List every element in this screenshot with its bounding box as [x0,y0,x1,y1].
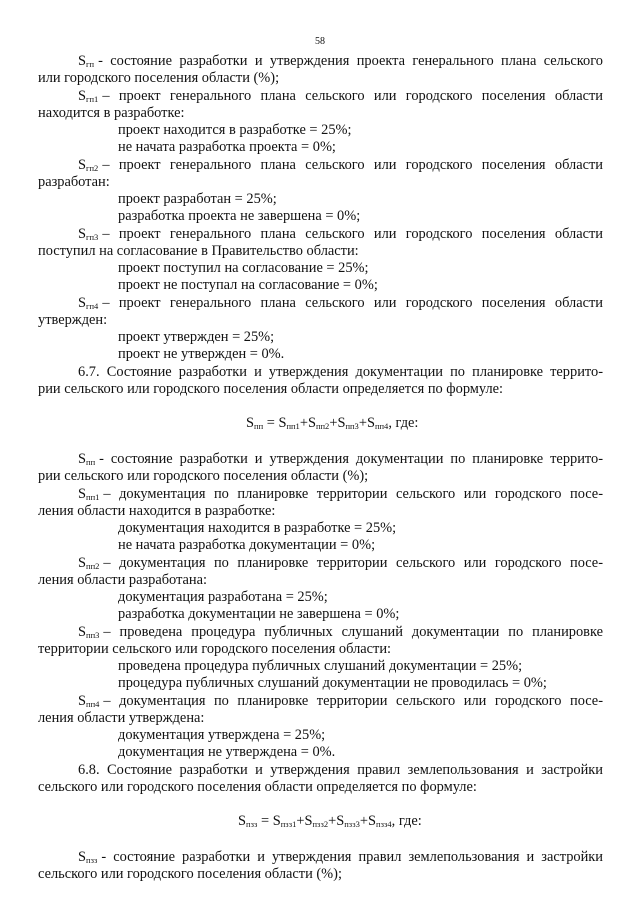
text-line: проект разработан = 25%; [118,191,277,207]
symbol: $S_{пзз}$ [78,849,98,865]
text-line: разработан: [38,174,110,190]
text-line: ления области находится в разработке: [38,503,276,519]
text-line: рии сельского или городского поселения области определяется по формуле: [38,381,504,397]
text-span: – проект генерального плана сельского или городского поселения области [102,226,603,242]
symbol: $S_{пп1}$ [78,486,100,502]
text-line [78,849,603,865]
text-line: находится в разработке: [38,105,185,121]
text-line [78,451,603,467]
text-line: ления области разработана: [38,572,208,588]
text-span: – документация по планировке территории сельского или городского посе- [103,486,603,502]
text-line: не начата разработка документации = 0%; [118,537,376,553]
page-number: 58 [315,36,325,47]
text-line: разработка документации не завершена = 0%; [118,606,400,622]
text-line [78,295,603,311]
text-line: документация не утверждена = 0%. [118,744,336,760]
text-span: – проект генерального плана сельского или городского поселения области [102,295,603,311]
text-line: поступил на согласование в Правительство области: [38,243,359,259]
text-line: документация находится в разработке = 25%; [118,520,397,536]
symbol: $S_{гп1}$ [78,88,99,104]
text-span: – проект генерального плана сельского или городского поселения области [102,88,603,104]
symbol: $S_{пп4}$ [78,693,100,709]
section-heading: 6.7. Состояние разработки и утверждения документации по планировке террито- [78,364,603,380]
text-line [78,53,603,69]
text-line: рии сельского или городского поселения области (%); [38,468,369,484]
text-line [78,88,603,104]
symbol: $S_{пп3}$ [78,624,100,640]
symbol: $S_{гп4}$ [78,295,99,311]
text-span: – документация по планировке территории сельского или городского посе- [103,555,603,571]
text-line: ления области утверждена: [38,710,205,726]
text-line: проект находится в разработке = 25%; [118,122,352,138]
symbol: $S_{пп}$ [78,451,96,467]
text-span: - состояние разработки и утверждения проекта генерального плана сельского [98,53,603,69]
formula: $S_{пзз} = S_{пзз1}+S_{пзз2}+S_{пзз3}+S_{пзз4}$, где: [238,813,422,829]
text-line: документация разработана = 25%; [118,589,328,605]
text-line [78,555,603,571]
text-line [78,486,603,502]
text-line: документация утверждена = 25%; [118,727,326,743]
text-line: процедура публичных слушаний документации не проводилась = 0%; [118,675,547,691]
text-line: проведена процедура публичных слушаний документации = 25%; [118,658,523,674]
text-line [78,157,603,173]
text-line: разработка проекта не завершена = 0%; [118,208,361,224]
text-line: не начата разработка проекта = 0%; [118,139,336,155]
text-line: проект не поступал на согласование = 0%; [118,277,378,293]
text-line [78,226,603,242]
text-span: – документация по планировке территории сельского или городского посе- [103,693,603,709]
text-span: - состояние разработки и утверждения документации по планировке террито- [99,451,603,467]
text-line: утвержден: [38,312,108,328]
symbol: $S_{пп2}$ [78,555,100,571]
symbol: $S_{гп3}$ [78,226,99,242]
text-line [78,693,603,709]
text-line: сельского или городского поселения области (%); [38,866,342,882]
text-line [78,624,603,640]
symbol: $S_{гп2}$ [78,157,99,173]
formula: $S_{пп} = S_{пп1}+S_{пп2}+S_{пп3}+S_{пп4}$, где: [246,415,419,431]
section-heading: 6.8. Состояние разработки и утверждения правил землепользования и застройки [78,762,603,778]
text-span: - состояние разработки и утверждения правил землепользования и застройки [101,849,603,865]
text-line: проект утвержден = 25%; [118,329,275,345]
symbol: $S_{гп}$ [78,53,95,69]
text-line: или городского поселения области (%); [38,70,280,86]
text-line: сельского или городского поселения области определяется по формуле: [38,779,477,795]
text-line: территории сельского или городского поселения области: [38,641,392,657]
text-line: проект не утвержден = 0%. [118,346,285,362]
text-span: – проект генерального плана сельского или городского поселения области [102,157,603,173]
text-line: проект поступил на согласование = 25%; [118,260,369,276]
text-span: – проведена процедура публичных слушаний документации по планировке [103,624,603,640]
